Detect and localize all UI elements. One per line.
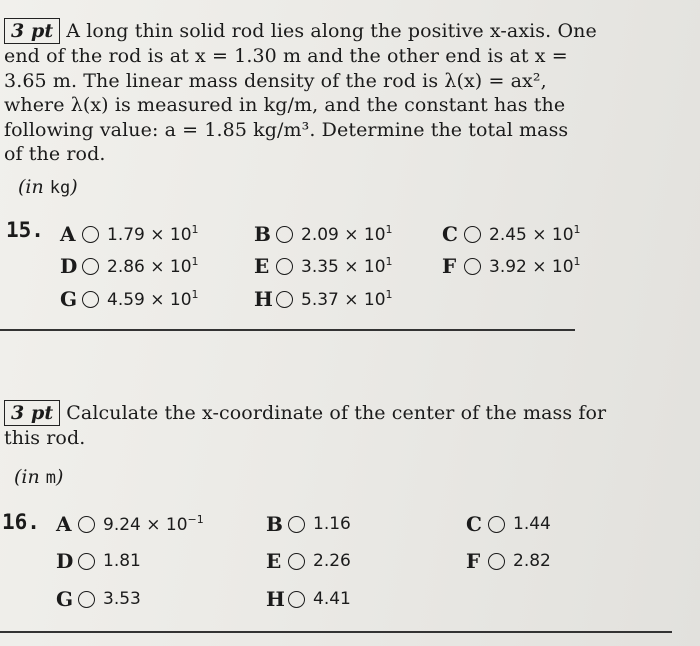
q16-option-g[interactable]: G 3.53 [56, 587, 141, 611]
question-15-text [4, 18, 694, 167]
question-15-line-1: A long thin solid rod lies along the positive x-axis. One [66, 20, 597, 42]
q15-option-d[interactable]: D $2.86 \times 10^1$ [60, 254, 199, 278]
question-16-number: 16. [2, 510, 40, 534]
question-16-unit: (in m) [14, 466, 64, 488]
answer-bubble[interactable] [276, 291, 293, 308]
answer-bubble[interactable] [78, 553, 95, 570]
answer-bubble[interactable] [276, 226, 293, 243]
question-15-line-5: following value: a = 1.85 kg/m³. Determine the total mass [4, 118, 569, 141]
answer-bubble[interactable] [464, 258, 481, 275]
question-16-line-2: this rod. [4, 427, 86, 449]
q16-option-f[interactable]: F 2.82 [466, 549, 551, 573]
q16-option-b[interactable]: B 1.16 [266, 512, 351, 536]
question-15-line-6: of the rod. [4, 143, 106, 165]
question-16-line-1: Calculate the x-coordinate of the center of the mass for [66, 402, 607, 424]
q16-option-a[interactable]: A $9.24 \times 10^{-1}$ [56, 512, 204, 536]
divider [0, 329, 575, 331]
answer-bubble[interactable] [288, 591, 305, 608]
answer-bubble[interactable] [82, 226, 99, 243]
q16-option-c[interactable]: C 1.44 [466, 512, 551, 536]
question-15 [4, 18, 694, 167]
q15-option-g[interactable]: G $4.59 \times 10^1$ [60, 287, 199, 311]
q15-option-h[interactable]: H $5.37 \times 10^1$ [254, 287, 393, 311]
q15-option-a[interactable]: A $1.79 \times 10^1$ [60, 222, 199, 246]
answer-bubble[interactable] [288, 516, 305, 533]
question-15-line-2: end of the rod is at x = 1.30 m and the other end is at x = [4, 45, 568, 67]
answer-bubble[interactable] [464, 226, 481, 243]
divider [0, 631, 672, 633]
q16-option-e[interactable]: E 2.26 [266, 549, 351, 573]
question-15-line-3: 3.65 m. The linear mass density of the rod is λ(x) = ax², [4, 69, 547, 92]
answer-bubble[interactable] [78, 591, 95, 608]
answer-bubble[interactable] [288, 553, 305, 570]
question-15-unit: (in kg) [18, 176, 78, 198]
question-16-points: 3 pt [4, 400, 60, 426]
q15-option-e[interactable]: E $3.35 \times 10^1$ [254, 254, 393, 278]
question-16-text [4, 400, 694, 451]
answer-bubble[interactable] [82, 258, 99, 275]
answer-bubble[interactable] [82, 291, 99, 308]
q16-option-d[interactable]: D 1.81 [56, 549, 141, 573]
answer-bubble[interactable] [488, 516, 505, 533]
q15-option-f[interactable]: F $3.92 \times 10^1$ [442, 254, 581, 278]
q15-option-b[interactable]: B $2.09 \times 10^1$ [254, 222, 393, 246]
answer-bubble[interactable] [488, 553, 505, 570]
question-15-line-4: where λ(x) is measured in kg/m, and the constant has the [4, 94, 566, 116]
question-15-points: 3 pt [4, 18, 60, 44]
question-15-number: 15. [6, 218, 44, 242]
q16-option-h[interactable]: H 4.41 [266, 587, 351, 611]
answer-bubble[interactable] [276, 258, 293, 275]
question-16 [4, 400, 694, 451]
answer-bubble[interactable] [78, 516, 95, 533]
q15-option-c[interactable]: C $2.45 \times 10^1$ [442, 222, 581, 246]
